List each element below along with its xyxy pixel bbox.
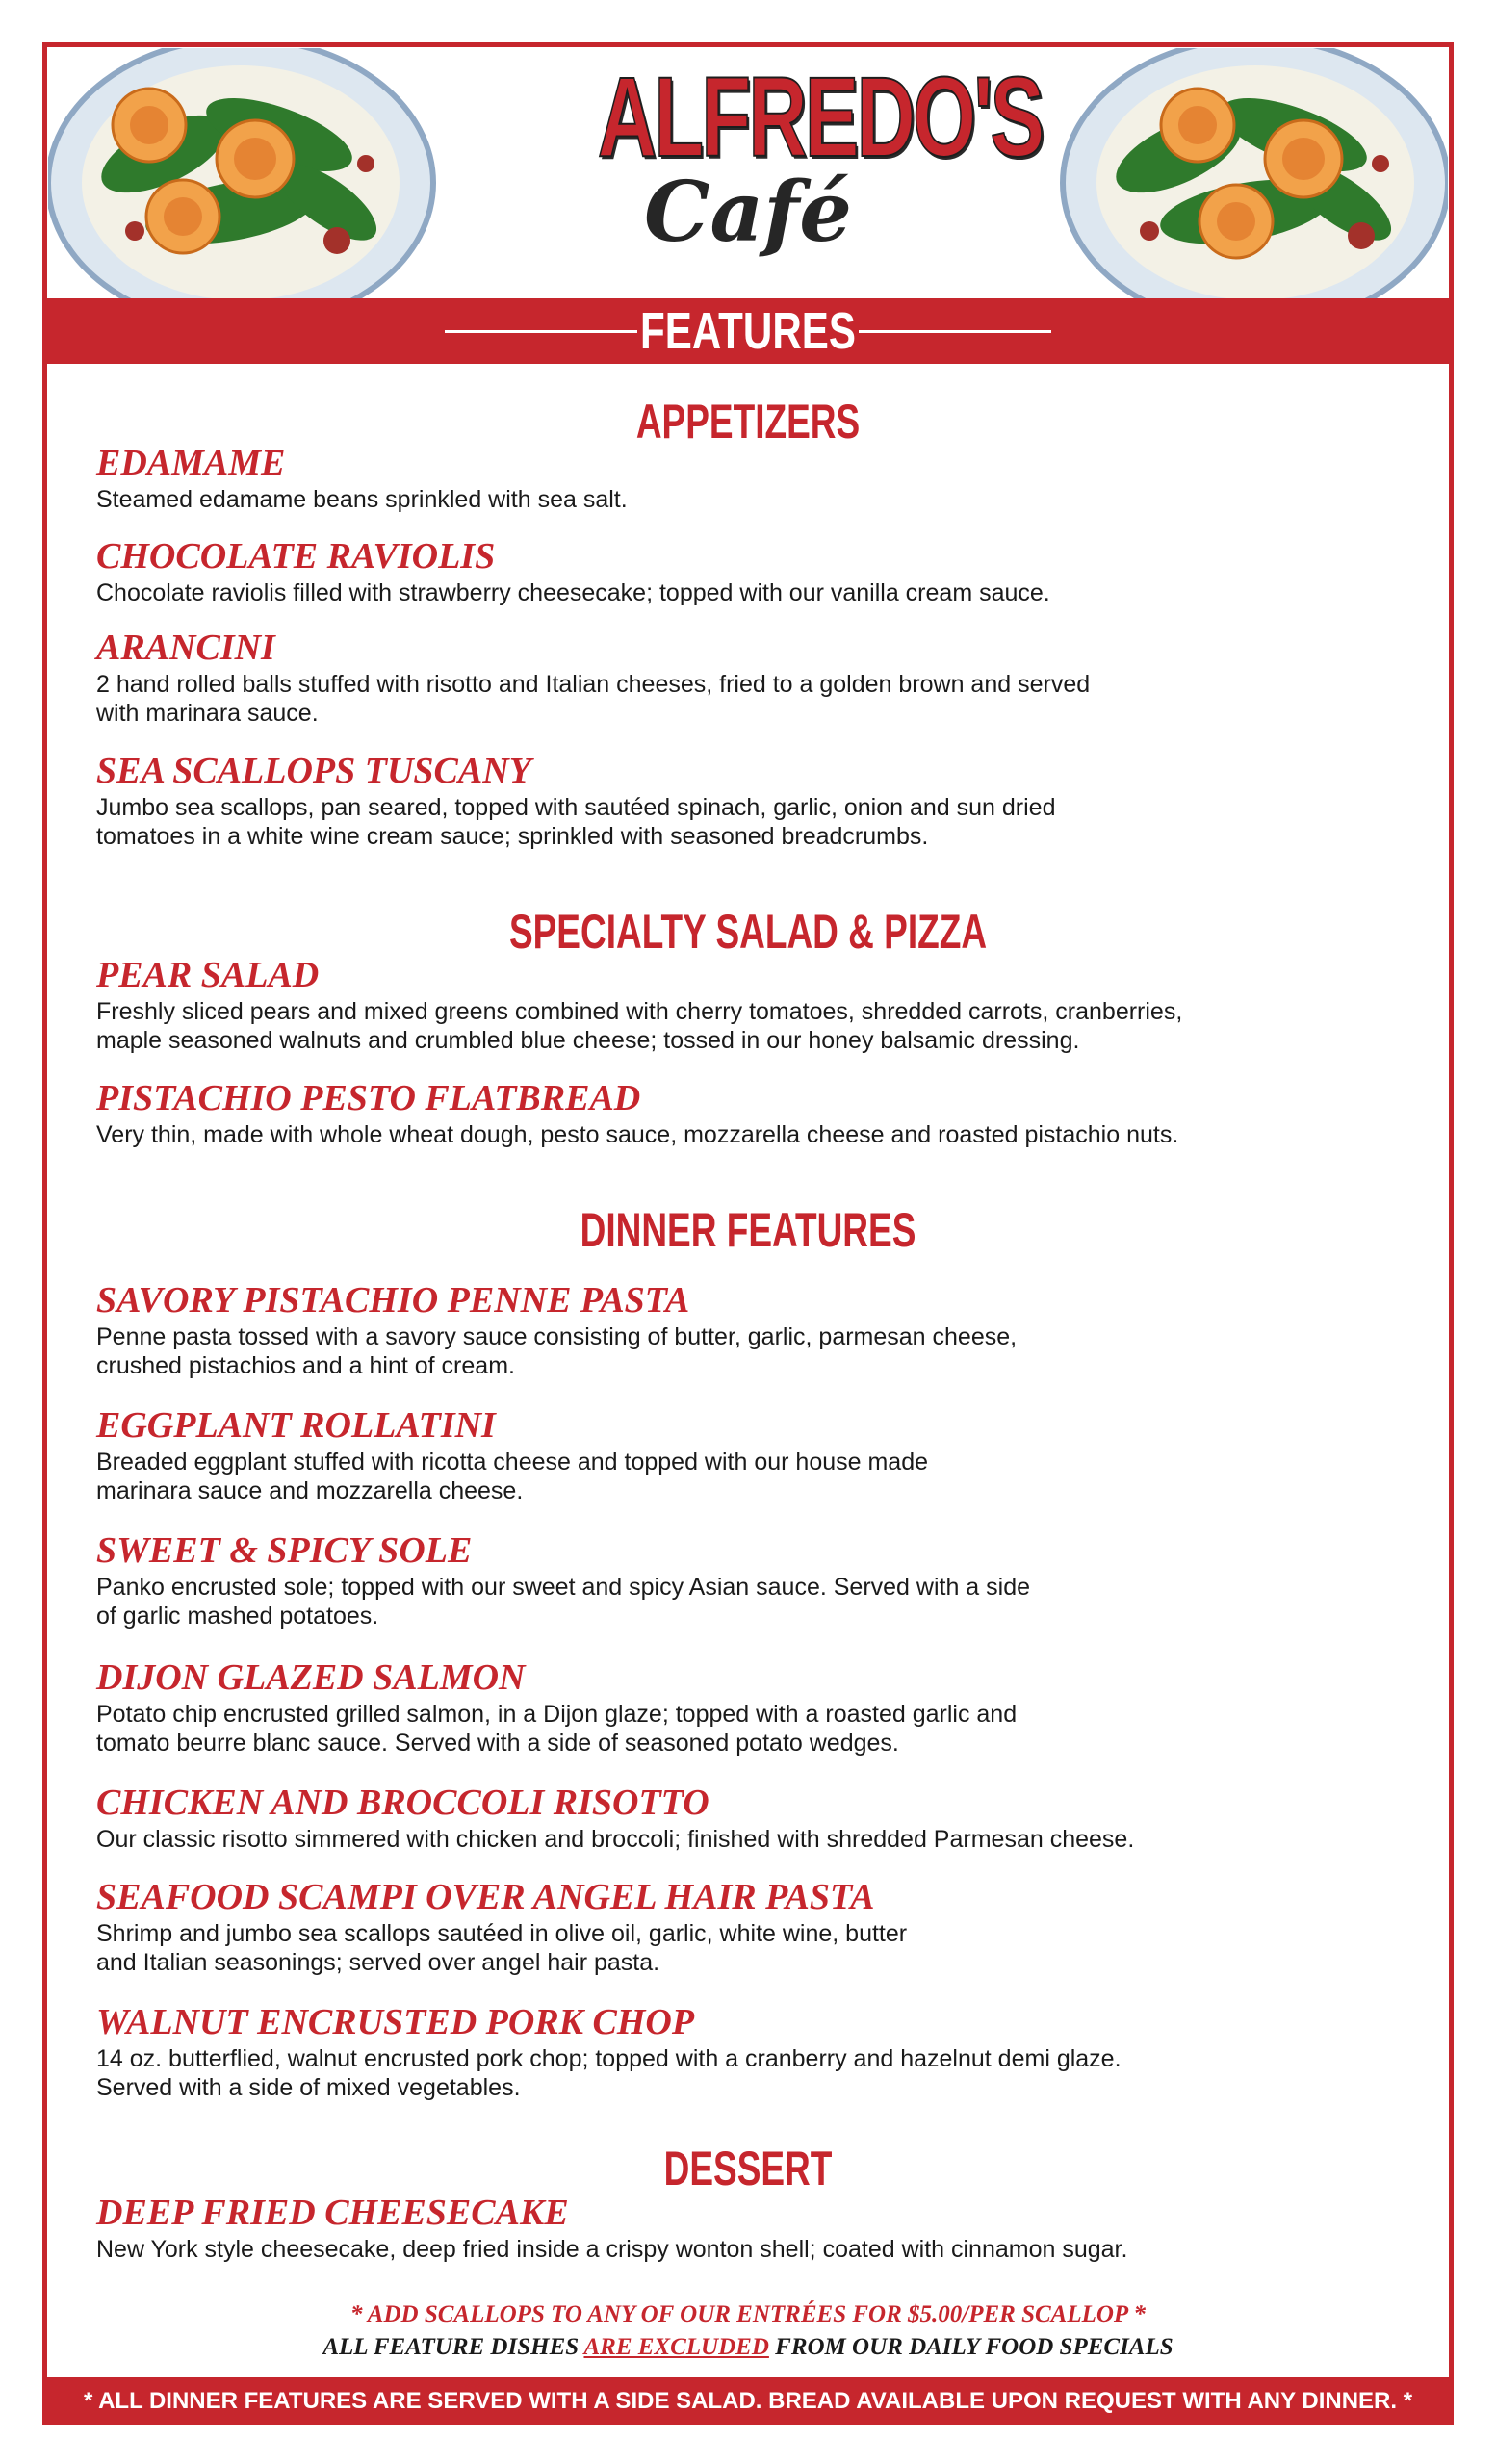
item-name: SAVORY PISTACHIO PENNE PASTA xyxy=(96,1280,690,1321)
item-description xyxy=(96,1120,1406,1149)
section-title-dessert: DESSERT xyxy=(663,2142,833,2195)
section-title-appetizers: APPETIZERS xyxy=(635,395,861,449)
item-description-line: Potato chip encrusted grilled salmon, in a Dijon glaze; topped with a roasted garlic and xyxy=(96,1701,1018,1728)
item-name: PEAR SALAD xyxy=(96,955,320,995)
item-name: SEAFOOD SCAMPI OVER ANGEL HAIR PASTA xyxy=(96,1877,875,1917)
menu-item xyxy=(96,628,1406,728)
scallops-addon-note: * ADD SCALLOPS TO ANY OF OUR ENTRÉES FOR $5.00/PER SCALLOP * xyxy=(349,2301,1147,2327)
item-name: CHICKEN AND BROCCOLI RISOTTO xyxy=(96,1783,709,1823)
item-description-line: Freshly sliced pears and mixed greens combined with cherry tomatoes, shredded carrots, cranberries, xyxy=(96,998,1183,1025)
item-name: ARANCINI xyxy=(96,628,275,668)
item-description xyxy=(96,2044,1406,2102)
item-description-line: Served with a side of mixed vegetables. xyxy=(96,2074,521,2101)
menu-item xyxy=(96,1877,1406,1977)
section-title-salad-pizza: SPECIALTY SALAD & PIZZA xyxy=(508,905,988,959)
item-description-line: maple seasoned walnuts and crumbled blue cheese; tossed in our honey balsamic dressing. xyxy=(96,1027,1080,1054)
item-description xyxy=(96,485,1406,514)
scallop-plate-illustration-right xyxy=(1053,48,1448,298)
item-name: DIJON GLAZED SALMON xyxy=(96,1657,526,1698)
item-description xyxy=(96,1448,1406,1505)
menu-item xyxy=(96,2002,1406,2102)
item-name: WALNUT ENCRUSTED PORK CHOP xyxy=(96,2002,695,2042)
item-description xyxy=(96,578,1406,607)
logo-sub-text: Café xyxy=(644,164,852,261)
menu-item xyxy=(96,1783,1406,1854)
item-description-line: New York style cheesecake, deep fried inside a crispy wonton shell; coated with cinnamon sugar. xyxy=(96,2236,1128,2263)
item-description xyxy=(96,670,1406,728)
item-description xyxy=(96,1919,1406,1977)
banner-title: FEATURES xyxy=(640,302,856,360)
menu-item xyxy=(96,1078,1406,1149)
item-name: DEEP FRIED CHEESECAKE xyxy=(96,2193,569,2233)
menu-item xyxy=(96,955,1406,1055)
item-description xyxy=(96,2235,1406,2264)
section-title-dinner-features: DINNER FEATURES xyxy=(580,1203,916,1257)
item-description-line: 2 hand rolled balls stuffed with risotto and Italian cheeses, fried to a golden brown and served xyxy=(96,671,1091,698)
item-description-line: and Italian seasonings; served over angel hair pasta. xyxy=(96,1949,660,1976)
item-description xyxy=(96,1573,1406,1630)
item-description-line: Steamed edamame beans sprinkled with sea salt. xyxy=(96,486,628,513)
item-description-line: 14 oz. butterflied, walnut encrusted pork chop; topped with a cranberry and hazelnut demi glaze. xyxy=(96,2045,1122,2072)
exclusion-note xyxy=(42,2333,1454,2362)
scallop-plate-illustration-left xyxy=(48,48,443,298)
item-description-line: tomatoes in a white wine cream sauce; sprinkled with seasoned breadcrumbs. xyxy=(96,823,929,850)
footer-banner: * ALL DINNER FEATURES ARE SERVED WITH A SIDE SALAD. BREAD AVAILABLE UPON REQUEST WITH ANY DINNER. * xyxy=(42,2377,1454,2426)
item-description-line: Jumbo sea scallops, pan seared, topped with sautéed spinach, garlic, onion and sun dried xyxy=(96,794,1056,821)
item-description-line: Very thin, made with whole wheat dough, pesto sauce, mozzarella cheese and roasted pistachio nuts. xyxy=(96,1121,1179,1148)
menu-item xyxy=(96,1657,1406,1758)
menu-item xyxy=(96,1280,1406,1380)
item-description-line: Penne pasta tossed with a savory sauce consisting of butter, garlic, parmesan cheese, xyxy=(96,1323,1018,1350)
item-description xyxy=(96,1700,1406,1758)
item-description xyxy=(96,997,1406,1055)
menu-item xyxy=(96,751,1406,851)
item-description xyxy=(96,793,1406,851)
item-description-line: marinara sauce and mozzarella cheese. xyxy=(96,1477,524,1504)
features-banner xyxy=(42,298,1454,364)
item-description xyxy=(96,1322,1406,1380)
item-description-line: Our classic risotto simmered with chicken and broccoli; finished with shredded Parmesan cheese. xyxy=(96,1826,1135,1853)
exclusion-note-emphasis: ARE EXCLUDED xyxy=(583,2334,769,2360)
item-description-line: of garlic mashed potatoes. xyxy=(96,1603,379,1630)
exclusion-note-pre: ALL FEATURE DISHES xyxy=(322,2334,584,2360)
item-description xyxy=(96,1825,1406,1854)
item-name: PISTACHIO PESTO FLATBREAD xyxy=(96,1078,641,1118)
item-name: CHOCOLATE RAVIOLIS xyxy=(96,536,496,577)
item-description-line: Shrimp and jumbo sea scallops sautéed in olive oil, garlic, white wine, butter xyxy=(96,1920,908,1947)
item-description-line: Chocolate raviolis filled with strawberry cheesecake; topped with our vanilla cream sauce. xyxy=(96,579,1050,606)
item-description-line: tomato beurre blanc sauce. Served with a side of seasoned potato wedges. xyxy=(96,1730,899,1757)
item-description-line: Breaded eggplant stuffed with ricotta cheese and topped with our house made xyxy=(96,1449,929,1476)
item-name: SWEET & SPICY SOLE xyxy=(96,1530,473,1571)
item-description-line: Panko encrusted sole; topped with our sweet and spicy Asian sauce. Served with a side xyxy=(96,1574,1031,1601)
exclusion-note-post: FROM OUR DAILY FOOD SPECIALS xyxy=(768,2334,1174,2360)
item-name: EGGPLANT ROLLATINI xyxy=(96,1405,496,1446)
item-description-line: with marinara sauce. xyxy=(96,700,319,727)
logo-main-text: ALFREDO'S xyxy=(597,54,1043,181)
menu-item xyxy=(96,1530,1406,1630)
item-name: SEA SCALLOPS TUSCANY xyxy=(96,751,531,791)
menu-item xyxy=(96,443,1406,514)
menu-item xyxy=(96,1405,1406,1505)
menu-item xyxy=(96,2193,1406,2264)
cafe-logo xyxy=(539,54,1043,281)
menu-item xyxy=(96,536,1406,607)
item-name: EDAMAME xyxy=(96,443,286,483)
item-description-line: crushed pistachios and a hint of cream. xyxy=(96,1352,515,1379)
